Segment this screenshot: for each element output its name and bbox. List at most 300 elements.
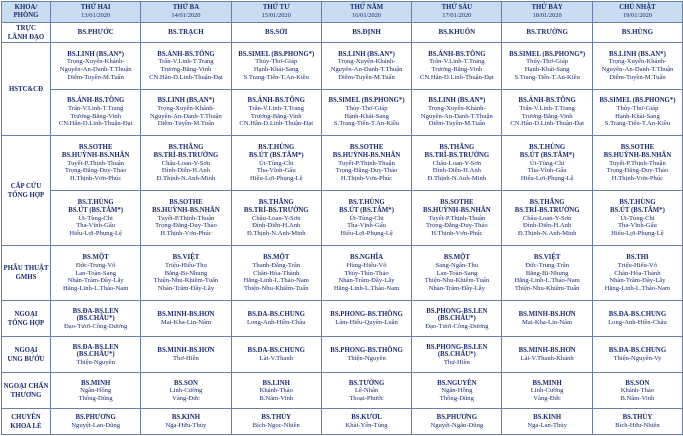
doctor-name: BS.TRẠCH (168, 27, 204, 36)
doctor-name: BS.PHONG-BS.THÔNG (330, 311, 403, 319)
doctor-name: BS.MINH-BS.HƠN (157, 311, 215, 319)
staff-names: Mai-Kha-Lin-Nâm (160, 318, 212, 326)
shift-cell (412, 136, 502, 191)
doctor-name: BS.THẮNG (168, 144, 204, 152)
doctor-name: BS.TƯỜNG (348, 379, 385, 387)
shift-cell (141, 136, 231, 191)
doctor-name: BS.SON (625, 379, 650, 387)
shift-cell (592, 301, 682, 337)
staff-names: Hiếu-Lợi-Phụng-Lệ (69, 229, 122, 237)
staff-names: Trương-Bằng-Vinh (521, 112, 573, 120)
staff-names: S.Trang-Tiến-T.An-Kiều (604, 120, 671, 128)
staff-names: Thiện-Nhu-Khiêm-Tuấn (153, 277, 219, 285)
staff-names: CN.Hân-D.Linh-Thuận-Đạt (239, 120, 314, 128)
staff-names: H.Thịnh-Vơn-Phúc (160, 229, 212, 237)
staff-names: Tha-Vĩnh-Gấu (256, 167, 296, 175)
doctor-name: BS.SIMEL (BS.PHONG*) (238, 50, 315, 58)
doctor-name: BS.VIỆT (172, 254, 200, 262)
staff-names: Đạo-Tươi-Công-Dương (425, 322, 489, 330)
doctor-name: BS.SON (173, 379, 198, 387)
doctor-name: BS.SOTHE (78, 144, 113, 152)
staff-names: Thiện-Nhu-Khiêm-Tuấn (514, 284, 580, 292)
shift-cell (321, 23, 411, 43)
staff-names: Vàng-Đức (172, 394, 200, 402)
staff-names: Thư-Hiền (443, 358, 470, 366)
staff-names: Khải-Yến-Tùng (345, 421, 388, 429)
table-row (2, 23, 683, 43)
staff-names: Hằng-Linh-L.Thảo-Nam (514, 277, 580, 285)
shift-cell (141, 43, 231, 90)
staff-names: Đình-Diễn-H.Anh (161, 167, 211, 175)
shift-cell (231, 409, 321, 435)
table-row (2, 409, 683, 435)
staff-names: CN.Hân-D.Linh-Thuận-Đạt (58, 120, 133, 128)
shift-cell (321, 89, 411, 136)
table-row (2, 43, 683, 90)
doctor-name: BS.ÁNH-BS.TÔNG (66, 97, 125, 105)
table-row (2, 136, 683, 191)
staff-names: Thơ-Hiền (173, 354, 199, 362)
roster-body (2, 23, 683, 435)
staff-names: S.Trang-Tiến-T.An-Kiều (243, 73, 309, 81)
shift-cell (321, 337, 411, 373)
shift-cell (141, 337, 231, 373)
staff-names: S.Trang-Tiến-T.An-Kiều (333, 120, 400, 128)
shift-cell (231, 373, 321, 409)
staff-names: Thủy-Thơ-Giáp (616, 104, 659, 112)
doctor-name: BS.SOTHE (440, 199, 474, 207)
shift-cell (231, 191, 321, 246)
doctor-name: BS.T.HÙNG (77, 199, 114, 207)
doctor-name: BS.ĐA-BS.CHUNG (247, 311, 305, 319)
staff-names: Tuyết-P.Thịnh-Thuận (428, 214, 486, 222)
doctor-name: BS.MỘT (82, 254, 109, 262)
doctor-name: BS.THẮNG (439, 144, 475, 152)
doctor-name: BS.T.HÙNG (258, 144, 295, 152)
staff-names: Thông-Dũng (78, 394, 113, 402)
shift-cell (502, 409, 592, 435)
doctor-name: BS.ĐA-BS.CHUNG (608, 311, 667, 319)
doctor-name: (BS.CHÂU*) (437, 315, 476, 323)
doctor-name: BS.SIMEL (BS.PHONG*) (509, 50, 586, 58)
doctor-name: BS.ĐỊNH (352, 27, 381, 36)
staff-names: Nguyên-An-Danh-T.Thuận (150, 112, 222, 120)
doctor-name: BS.KƯƠL (351, 414, 382, 422)
day-date: 17/01/2020 (442, 12, 472, 19)
staff-names: Hằng-Linh-L.Thảo-Nam (333, 284, 400, 292)
staff-names: Đ.Thịnh-N.Anh-Minh (517, 229, 577, 237)
department-label: NGOẠI TỔNG HỢP (2, 301, 51, 337)
staff-names: Chân-Hòa-Thành (614, 269, 661, 277)
doctor-name: BS.ĐA-BS.LEN (72, 343, 119, 351)
doctor-name: BS.PHONG-BS.LEN (426, 307, 488, 315)
staff-names: Tha-Vĩnh-Gấu (618, 222, 657, 230)
staff-names: Nguyên-An-Danh-T.Thuận (420, 112, 493, 120)
day-date: 15/01/2020 (261, 12, 291, 19)
doctor-name: BS.THỦY (622, 414, 653, 422)
doctor-name: BS.ÚT (BS.TÂM*) (68, 207, 124, 214)
doctor-name: BS.LINH (BS.AN*) (157, 97, 215, 105)
doctor-name: BS.ÁNH-BS.TÔNG (428, 50, 486, 58)
staff-names: CN.Hân-D.Linh-Thuận-Đạt (510, 120, 584, 128)
staff-names: Út-Tùng-Chi (620, 214, 655, 222)
staff-names: B.Nâm-Vinh (259, 394, 294, 402)
staff-names: Thanh-Đăng-Trân (252, 262, 301, 270)
department-label: HSTC&CĐ (2, 43, 51, 136)
staff-names: Đức-Trung-Võ (75, 262, 116, 270)
doctor-name: BS.TRÍ-BS.TRƯỜNG (424, 151, 490, 159)
doctor-name: BS.SIMEL (BS.PHONG*) (599, 97, 676, 105)
shift-cell (141, 23, 231, 43)
shift-cell (321, 43, 411, 90)
department-label: CHUYÊN KHOA LẺ (2, 409, 51, 435)
day-header (321, 2, 411, 23)
staff-names: Mai-Kha-Lin-Nâm (522, 318, 573, 326)
shift-cell (592, 136, 682, 191)
staff-names: Trương-Bằng-Vinh (70, 112, 122, 120)
staff-names: Đ.Thịnh-N.Anh-Minh (427, 174, 487, 182)
department-label: NGOẠI CHẤN THƯƠNG (2, 373, 51, 409)
staff-names: Tuyết-P.Thịnh-Thuận (157, 214, 215, 222)
doctor-name: BS.MINH-BS.HƠN (157, 347, 215, 355)
staff-names: Nhàn-Trâm-Đầy-Lẫy (338, 277, 395, 285)
staff-names: Châu-Loan-Y-Sơn (161, 159, 211, 167)
shift-cell (321, 246, 411, 301)
shift-cell (51, 191, 141, 246)
staff-names: Hạnh-Khải-Sang (615, 112, 660, 120)
doctor-name: BS.ÚT (BS.TÂM*) (519, 151, 575, 159)
staff-names: Trân-V.Linh-T.Trang (158, 58, 214, 66)
shift-cell (231, 246, 321, 301)
staff-names: Hạnh-Khải-Sang (524, 65, 570, 73)
staff-names: Nga-Lan-Thủy (527, 421, 567, 429)
shift-cell (321, 373, 411, 409)
staff-names: Nhàn-Trâm-Đầy-Lẫy (428, 284, 485, 292)
shift-cell (231, 136, 321, 191)
staff-names: Ngân-Hồng (441, 387, 473, 395)
shift-cell (412, 301, 502, 337)
shift-cell (412, 23, 502, 43)
staff-names: Lâm-Hiếu-Quyên-Luân (335, 318, 398, 326)
staff-names: Út-Tùng-Chi (349, 214, 384, 222)
doctor-name: BS.HUỲNH-BS.NHÂN (332, 151, 401, 159)
staff-names: Đ.Thịnh-N.Anh-Minh (246, 229, 306, 237)
doctor-name: BS.LINH (BS.AN*) (609, 50, 666, 58)
doctor-name: BS.HUỲNH-BS.NHÂN (61, 151, 130, 159)
staff-names: Trọng-Xuyến-Khánh- (337, 58, 396, 66)
table-row (2, 337, 683, 373)
shift-cell (502, 23, 592, 43)
doctor-name: BS.VIỆT (533, 254, 561, 262)
staff-names: Trân-V.Linh-T.Trang (519, 104, 575, 112)
staff-names: Trân-V.Linh-T.Trang (248, 104, 304, 112)
staff-names: CN.Hân-D.Linh-Thuận-Đạt (420, 73, 494, 81)
shift-cell (51, 246, 141, 301)
staff-names: Hiếu-Lợi-Phụng-Lệ (520, 174, 574, 182)
staff-names: Hạnh-Khải-Sang (253, 65, 299, 73)
staff-names: Lài-V.Thanh-Khánh (520, 354, 574, 362)
staff-names: Hằng-Linh-L.Thảo-Nam (62, 284, 129, 292)
staff-names: Trọng-Xuyến-Khánh- (608, 58, 667, 66)
staff-names: Bích-Ngọc-Nhiên (252, 421, 300, 429)
doctor-name: BS.TRÍ-BS.TRƯỜNG (514, 207, 580, 214)
shift-cell (412, 337, 502, 373)
table-row (2, 373, 683, 409)
staff-names: H.Thịnh-Vơn-Phúc (611, 174, 664, 182)
staff-names: Lan-Toàn-Sang (436, 269, 478, 277)
doctor-name: BS.MỘT (263, 254, 290, 262)
doctor-name: BS.THẮNG (258, 199, 294, 207)
staff-names: Bằng-Bi-Nhung (164, 269, 208, 277)
shift-cell (502, 191, 592, 246)
shift-cell (412, 409, 502, 435)
shift-cell (592, 246, 682, 301)
doctor-name: BS.ÚT (BS.TÂM*) (248, 151, 304, 159)
doctor-name: BS.ĐA-BS.CHUNG (608, 347, 667, 355)
staff-names: Nga-Hữu-Thủy (165, 421, 207, 429)
doctor-name: BS.ÁNH-BS.TÔNG (247, 97, 305, 105)
doctor-name: BS.PHƯƠNG (75, 414, 116, 422)
staff-names: Trân-V.Linh-T.Trang (67, 104, 124, 112)
shift-cell (231, 43, 321, 90)
staff-names: Thủy-Thơ-Giáp (345, 104, 388, 112)
dept-header: KHOA/ PHÒNG (2, 2, 51, 23)
staff-names: Trương-Bằng-Vinh (431, 65, 483, 73)
staff-names: Diễm-Tuyền-M.Tuấn (157, 120, 215, 128)
staff-names: Tuyết-P.Thịnh-Thuận (67, 159, 125, 167)
shift-cell (502, 136, 592, 191)
doctor-name: BS.NGHĨA (350, 254, 384, 262)
staff-names: Đình-Diễn-H.Anh (523, 222, 572, 230)
doctor-name: BS.LINH (BS.AN*) (428, 97, 486, 105)
shift-cell (592, 43, 682, 90)
staff-names: Tuyết-P.Thịnh-Thuận (338, 159, 395, 167)
staff-names: Thông-Dũng (439, 394, 474, 402)
staff-names: Lan-Toàn-Sang (75, 269, 117, 277)
shift-cell (51, 409, 141, 435)
staff-names: Bích-Hữu-Nhiên (615, 421, 660, 429)
staff-names: Hùng-Hiếu-Võ (346, 262, 387, 270)
staff-names: Tha-Vĩnh-Gấu (76, 222, 116, 230)
staff-names: Nhàn-Trâm-Đầy-Lẫy (157, 284, 215, 292)
staff-names: Lê-Nhân (354, 387, 379, 395)
shift-cell (141, 373, 231, 409)
day-name: THỨ BA (172, 4, 200, 11)
staff-names: Trọng-Đăng-Duy-Thảo (335, 167, 398, 175)
day-header (231, 2, 321, 23)
doctor-name: BS.KHUÔN (438, 27, 476, 36)
shift-cell (51, 301, 141, 337)
day-name: THỨ HAI (80, 4, 111, 11)
table-row (2, 89, 683, 136)
table-row (2, 246, 683, 301)
day-date: 19/01/2020 (622, 12, 652, 19)
table-row (2, 191, 683, 246)
staff-names: Long-Anh-Hiền-Châu (246, 318, 306, 326)
day-name: THỨ SÁU (441, 4, 473, 11)
shift-cell (51, 136, 141, 191)
day-header (412, 2, 502, 23)
doctor-name: BS.SOTHE (349, 144, 384, 152)
shift-cell (502, 89, 592, 136)
doctor-name: BS.T.HÙNG (619, 199, 656, 207)
doctor-name: BS.NGUYÊN (437, 379, 477, 387)
shift-cell (51, 373, 141, 409)
staff-names: Trân-V.Linh-T.Trang (429, 58, 485, 66)
shift-cell (231, 301, 321, 337)
shift-cell (141, 301, 231, 337)
day-date: 16/01/2020 (351, 12, 382, 19)
staff-names: Đình-Diễn-H.Anh (432, 167, 481, 175)
staff-names: Nguyệt-Lan-Dũng (71, 421, 120, 429)
staff-names: Nguyên-An-Danh-T.Thuận (59, 65, 132, 73)
staff-names: Út-Tùng-Chi (529, 159, 565, 167)
doctor-name: BS.PHONG-BS.THÔNG (330, 347, 403, 355)
staff-names: Trọng-Đăng-Duy-Thảo (155, 222, 217, 230)
staff-names: Khánh-Thảo (259, 387, 293, 395)
day-header (141, 2, 231, 23)
shift-cell (502, 246, 592, 301)
doctor-name: BS.SOTHE (620, 144, 655, 152)
department-label: NGOẠI UNG BƯỚU (2, 337, 51, 373)
staff-names: B.Nâm-Vinh (620, 394, 655, 402)
staff-names: Diễm-Tuyền-M.Tuấn (338, 73, 395, 81)
doctor-name: BS.MINH-BS.HƠN (518, 347, 576, 355)
day-date: 13/01/2020 (81, 12, 111, 19)
staff-names: Linh-Cường (530, 387, 564, 395)
staff-names: Thủy-Thìn-Thảo (344, 269, 389, 277)
staff-names: Sang-Ngân-Thu (435, 262, 479, 270)
staff-names: Hiếu-Lợi-Phụng-Lệ (611, 229, 664, 237)
staff-names: Diễm-Tuyền-M.Tuấn (609, 73, 666, 81)
doctor-name: BS.MINH-BS.HƠN (518, 311, 576, 319)
doctor-name: BS.MINH (532, 379, 562, 387)
shift-cell (51, 89, 141, 136)
doctor-name: BS.SOTHE (169, 199, 203, 207)
staff-names: Thiện-Nguyên-Vy (613, 354, 662, 362)
staff-names: Trọng-Đăng-Duy-Thảo (64, 167, 127, 175)
staff-names: Trương-Bằng-Vinh (250, 112, 302, 120)
staff-names: Châu-Loan-Y-Sơn (522, 214, 572, 222)
day-name: THỨ BẢY (531, 4, 563, 11)
shift-cell (231, 23, 321, 43)
doctor-name: BS.ÁNH-BS.TÔNG (157, 50, 215, 58)
doctor-name: BS.ĐA-BS.CHUNG (247, 347, 305, 355)
staff-names: Diễm-Tuyền-M.Tuấn (67, 73, 124, 81)
header-row (2, 2, 683, 23)
staff-names: Linh-Cường (169, 387, 203, 395)
table-row (2, 301, 683, 337)
day-header (51, 2, 141, 23)
day-date: 18/01/2020 (532, 12, 562, 19)
shift-cell (141, 191, 231, 246)
shift-cell (321, 136, 411, 191)
department-label: PHẪU THUẬT GMHS (2, 246, 51, 301)
staff-names: Nguyên-An-Danh-T.Thuận (601, 65, 674, 73)
staff-names: CN.Hân-D.Linh-Thuận-Đạt (149, 73, 223, 81)
staff-names: Thiện-Nguyên (347, 354, 386, 362)
shift-cell (321, 409, 411, 435)
shift-cell (502, 43, 592, 90)
shift-cell (51, 43, 141, 90)
staff-names: Long-Anh-Hiền-Châu (608, 318, 667, 326)
staff-names: Ngân-Hồng (80, 387, 112, 395)
day-header (502, 2, 592, 23)
staff-names: Đức-Trung-Trân (525, 262, 570, 270)
staff-names: Đình-Diễn-H.Anh (252, 222, 301, 230)
doctor-name: BS.MINH (81, 379, 111, 387)
staff-names: Trọng-Đăng-Duy-Thảo (426, 222, 488, 230)
staff-names: Tha-Vĩnh-Gấu (347, 222, 386, 230)
staff-names: Khánh-Thảo (620, 387, 655, 395)
staff-names: Trọng-Xuyến-Khánh- (66, 58, 125, 66)
staff-names: H.Thịnh-Vơn-Phúc (70, 174, 122, 182)
shift-cell (231, 89, 321, 136)
staff-names: Thủy-Thơ-Giáp (255, 58, 298, 66)
staff-names: Hằng-Linh-L.Thảo-Nam (243, 277, 309, 285)
shift-cell (141, 246, 231, 301)
doctor-name: BS.LINH (BS.AN*) (67, 50, 125, 58)
doctor-name: BS.ĐA-BS.LEN (72, 307, 119, 315)
shift-cell (502, 337, 592, 373)
doctor-name: BS.SỞI (265, 27, 288, 36)
staff-names: Tha-Vĩnh-Gấu (527, 167, 567, 175)
staff-names: Trương-Bằng-Vinh (160, 65, 212, 73)
shift-cell (321, 191, 411, 246)
staff-names: Út-Tùng-Chi (78, 214, 113, 222)
staff-names: Nguyên-An-Danh-T.Thuận (330, 65, 403, 73)
doctor-name: BS.ÚT (BS.TÂM*) (339, 207, 394, 214)
shift-cell (502, 373, 592, 409)
doctor-name: BS.HUỲNH-BS.NHÂN (603, 151, 672, 159)
staff-names: Trọng-Xuyến-Khánh- (157, 104, 215, 112)
staff-names: Lài-V.Thanh (259, 354, 293, 362)
staff-names: Thiện-Nhu-Khiêm-Tuấn (243, 284, 309, 292)
day-name: CHỦ NHẬT (619, 4, 656, 11)
doctor-name: BS.LINH (BS.AN*) (338, 50, 395, 58)
day-date: 14/01/2020 (171, 12, 201, 19)
doctor-name: BS.THI (626, 254, 649, 262)
staff-names: Vàng-Đức (533, 394, 561, 402)
staff-names: H.Thịnh-Vơn-Phúc (340, 174, 393, 182)
doctor-name: BS.PHƯỚC (77, 27, 114, 36)
staff-names: Hiếu-Lợi-Phụng-Lệ (340, 229, 393, 237)
staff-names: Châu-Loan-Y-Sơn (432, 159, 482, 167)
staff-names: Bằng-Bi-Nhung (525, 269, 569, 277)
staff-names: Triệu-Hiếu-Võ (617, 262, 658, 270)
staff-names: Chân-Hòa-Thành (253, 269, 300, 277)
staff-names: S.Trang-Tiến-T.An-Kiều (514, 73, 580, 81)
shift-cell (321, 301, 411, 337)
staff-names: Diễm-Tuyền-M.Tuấn (428, 120, 486, 128)
staff-names: H.Thịnh-Vơn-Phúc (431, 229, 483, 237)
doctor-name: BS.PHONG-BS.LEN (426, 343, 488, 351)
doctor-name: BS.THỦY (261, 414, 292, 422)
doctor-name: BS.ÁNH-BS.TÔNG (518, 97, 576, 105)
staff-names: Trọng-Đăng-Duy-Thảo (606, 167, 669, 175)
staff-names: Hằng-Linh-L.Thảo-Nam (604, 284, 671, 292)
doctor-name: BS.HUỲNH-BS.NHÂN (423, 207, 491, 214)
staff-names: Nhàn-Trâm-Đầy-Lẫy (609, 277, 666, 285)
shift-cell (412, 373, 502, 409)
doctor-name: BS.MỘT (443, 254, 470, 262)
staff-names: Trọng-Xuyến-Khánh- (428, 104, 486, 112)
doctor-name: BS.TRÍ-BS.TRƯỜNG (153, 151, 219, 159)
doctor-name: BS.KINH (171, 414, 201, 422)
shift-cell (51, 23, 141, 43)
shift-cell (141, 409, 231, 435)
doctor-name: (BS.CHÂU*) (76, 351, 115, 359)
